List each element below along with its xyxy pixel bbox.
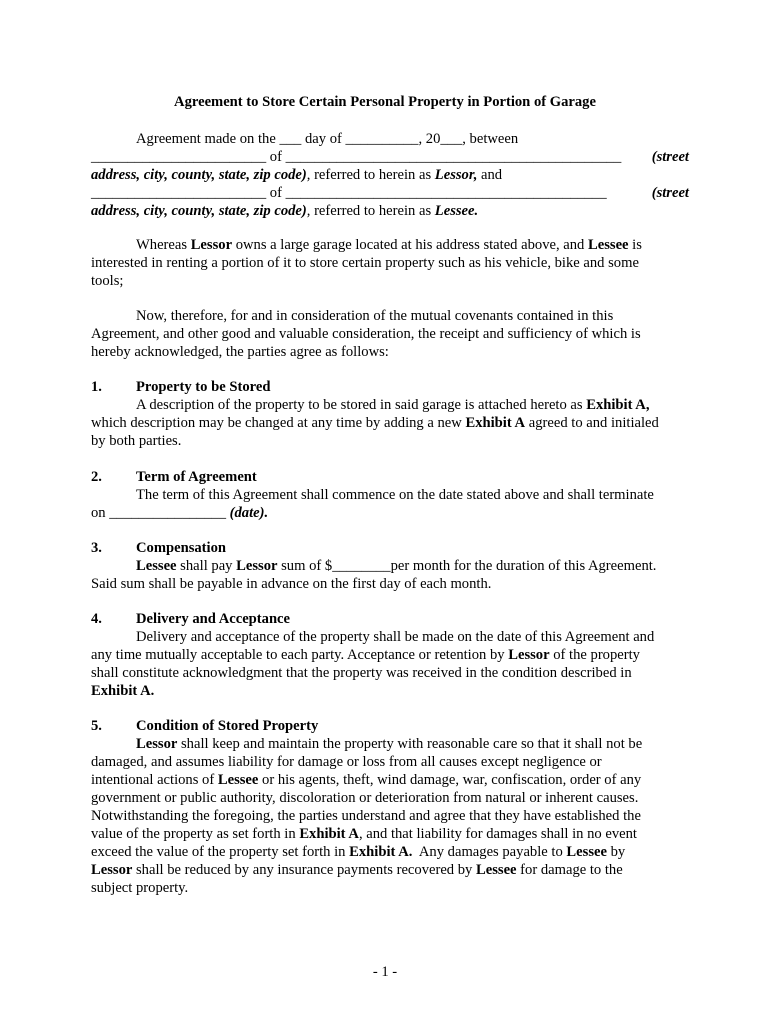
section-heading: 5. Condition of Stored Property: [91, 718, 319, 734]
section-4: 4. Delivery and Acceptance Delivery and acceptance of the property shall be made on the date of this Agreement and any time mutually acceptable to each party. Acceptance or retention by Lessor of the property shall constitute acknowledgment that the property was received in the condition described in Exhibit A.: [91, 610, 689, 700]
intro-paragraph: [91, 130, 689, 220]
section-2: 2. Term of Agreement The term of this Agreement shall commence on the date stated above and shall terminate on ________________ (date).: [91, 468, 689, 522]
lessee-term: Lessee.: [434, 203, 479, 219]
intro-line: address, city, county, state, zip code), referred to herein as Lessor, and: [91, 167, 503, 183]
intro-line: ________________________ of ______________________________________________ (street: [91, 149, 689, 165]
intro-line: Agreement made on the ___ day of __________, 20___, between: [136, 131, 519, 147]
section-3: 3. Compensation Lessee shall pay Lessor sum of $________per month for the duration of this Agreement. Said sum shall be payable in advance on the first day of each month.: [91, 539, 689, 593]
section-heading: 2. Term of Agreement: [91, 469, 257, 485]
lessor-term: Lessor,: [434, 167, 478, 183]
now-therefore-paragraph: Now, therefore, for and in consideration of the mutual covenants contained in this Agreement, and other good and valuable consideration, the receipt and sufficiency of which is hereby acknowledged, the parties agree as follows:: [91, 308, 641, 360]
section-1: 1. Property to be Stored A description of the property to be stored in said garage is attached hereto as Exhibit A, which description may be changed at any time by adding a new Exhibit A agreed to and initialed by both parties.: [91, 378, 689, 450]
section-heading: 4. Delivery and Acceptance: [91, 611, 291, 627]
section-5: 5. Condition of Stored Property Lessor shall keep and maintain the property with reasonable care so that it shall not be damaged, and assumes liability for damage or loss from all causes except negligence or intentional actions of Lessee or his agents, theft, wind damage, war, confiscation, order of any government or public authority, discoloration or deterioration from natural or inherent causes. Notwithstanding the foregoing, the parties understand and agree that they have established the value of the property as set forth in Exhibit A, and that liability for damages shall in no event exceed the value of the property set forth in Exhibit A. Any damages payable to Lessee by Lessor shall be reduced by any insurance payments recovered by Lessee for damage to the subject property.: [91, 717, 689, 897]
whereas-paragraph: Whereas Lessor owns a large garage located at his address stated above, and Lessee is interested in renting a portion of it to store certain property such as his vehicle, bike and some tools;: [91, 237, 642, 289]
page-number: - 1 -: [372, 964, 398, 980]
section-heading: 1. Property to be Stored: [91, 379, 271, 395]
section-heading: 3. Compensation: [91, 540, 227, 556]
intro-line: address, city, county, state, zip code), referred to herein as Lessee.: [91, 203, 479, 219]
intro-line: ________________________ of ____________________________________________ (street: [91, 185, 689, 201]
document-title: Agreement to Store Certain Personal Property in Portion of Garage: [174, 94, 596, 110]
